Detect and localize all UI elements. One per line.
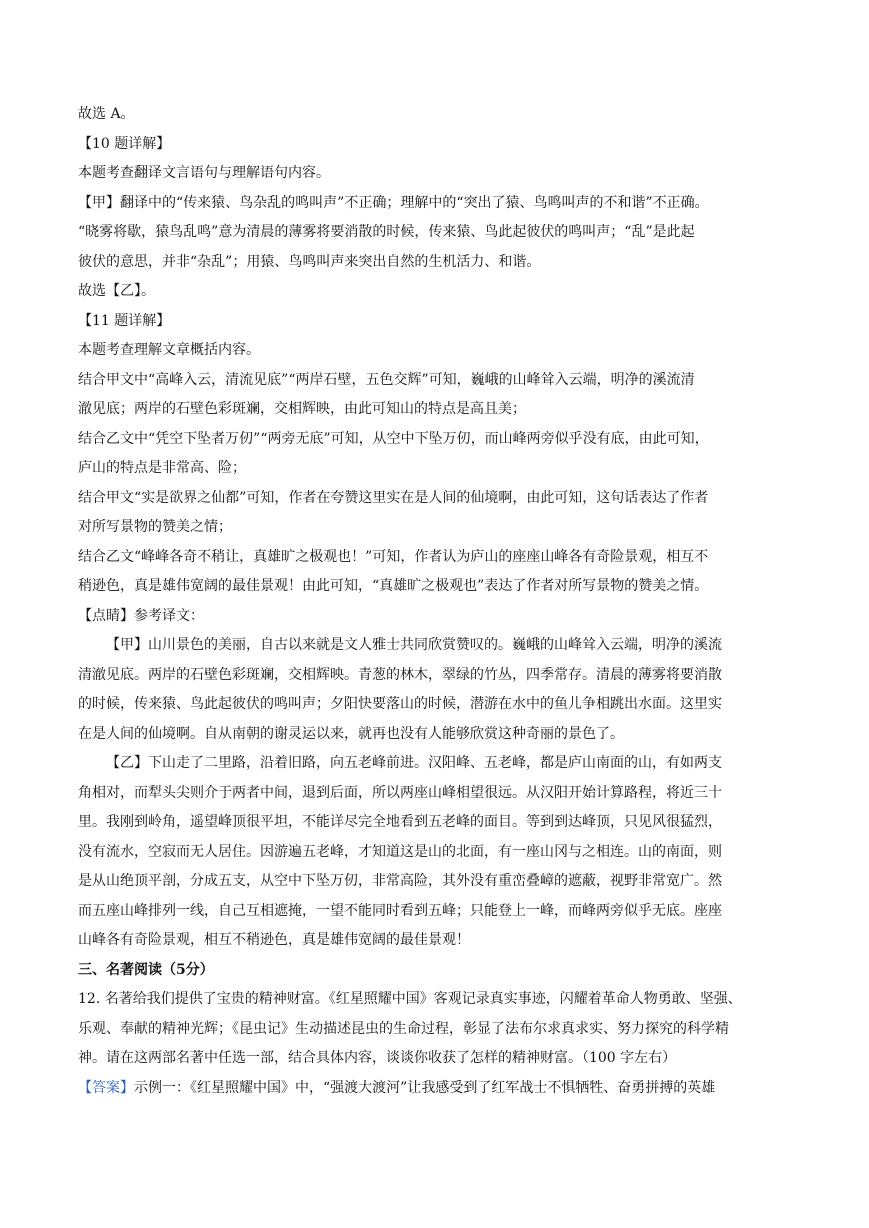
paragraph-line: 【甲】翻译中的“传来猿、鸟杂乱的鸣叫声”不正确；理解中的“突出了猿、鸟鸣叫声的不和谐”不正确。	[78, 194, 709, 211]
translation-line: 山峰各有奇险景观，相互不稍逊色，真是雄伟宽阔的最佳景观！	[78, 932, 470, 948]
section-heading: 【11 题详解】	[78, 312, 171, 329]
answer-text: 示例一：《红星照耀中国》中，“强渡大渡河”让我感受到了红军战士不惧牺牲、奋勇拼搏的英雄	[134, 1079, 716, 1096]
translation-line: 【甲】山川景色的美丽，自古以来就是文人雅士共同欣赏赞叹的。巍峨的山峰耸入云端，明净的溪流	[106, 637, 722, 653]
paragraph-line: 结合乙文“峰峰各奇不稍让，真雄旷之极观也！”可知，作者认为庐山的座座山峰各有奇险景观，相互不	[78, 548, 709, 565]
paragraph-line: 本题考查翻译文言语句与理解语句内容。	[78, 165, 330, 181]
section-heading: 【点睛】参考译文：	[78, 607, 204, 624]
part-heading: 三、名著阅读（5分）	[78, 961, 214, 978]
translation-line: 角相对，而犁头尖则介于两者中间，退到后面，所以两座山峰相望很远。从汉阳开始计算路程，将近三十	[78, 784, 722, 801]
translation-line: 清澈见底。两岸的石壁色彩斑斓，交相辉映。青葱的林木，翠绿的竹丛，四季常存。清晨的薄雾将要消散	[78, 666, 722, 683]
paragraph-line: 结合甲文中“高峰入云，清流见底”“两岸石壁，五色交辉”可知，巍峨的山峰耸入云端，明净的溪流清	[78, 371, 695, 388]
answer-line	[78, 1074, 794, 1104]
paragraph-line: 彼伏的意思，并非“杂乱”；用猿、鸟鸣叫声来突出自然的生机活力、和谐。	[78, 253, 541, 270]
translation-line: 【乙】下山走了二里路，沿着旧路，向五老峰前进。汉阳峰、五老峰，都是庐山南面的山，有如两支	[106, 755, 722, 771]
translation-line: 在是人间的仙境啊。自从南朝的谢灵运以来，就再也没有人能够欣赏这种奇丽的景色了。	[78, 725, 624, 742]
section-heading: 【10 题详解】	[78, 135, 171, 152]
document-body	[78, 100, 794, 1103]
paragraph-line: 对所写景物的赞美之情；	[78, 519, 232, 535]
paragraph-line: 澈见底；两岸的石壁色彩斑斓，交相辉映，由此可知山的特点是高且美；	[78, 401, 526, 417]
paragraph-line: “晓雾将歇，猿鸟乱鸣”意为清晨的薄雾将要消散的时候，传来猿、鸟此起彼伏的鸣叫声；“乱”是此起	[78, 224, 695, 240]
paragraph-line: 本题考查理解文章概括内容。	[78, 342, 260, 358]
paragraph-line: 稍逊色，真是雄伟宽阔的最佳景观！由此可知，“真雄旷之极观也”表达了作者对所写景物的赞美之情。	[78, 578, 709, 594]
paragraph-line: 故选 A。	[78, 106, 135, 122]
paragraph-line: 庐山的特点是非常高、险；	[78, 460, 246, 476]
translation-line: 没有流水，空寂而无人居住。因游遍五老峰，才知道这是山的北面，有一座山冈与之相连。山的南面，则	[78, 843, 722, 860]
question-line: 12. 名著给我们提供了宝贵的精神财富。《红星照耀中国》客观记录真实事迹，闪耀着革命人物勇敢、坚强、	[78, 991, 742, 1007]
translation-line: 是从山绝顶平剖，分成五支，从空中下坠万仞，非常高险，其外没有重峦叠嶂的遮蔽，视野非常宽广。然	[78, 873, 722, 889]
paragraph-line: 结合甲文“实是欲界之仙都”可知，作者在夸赞这里实在是人间的仙境啊，由此可知，这句话表达了作者	[78, 489, 709, 506]
paragraph-line: 故选【乙】。	[78, 283, 155, 299]
translation-line: 里。我刚到岭角，遥望峰顶很平坦，不能详尽完全地看到五老峰的面目。等到到达峰顶，只见风很猛烈，	[78, 814, 722, 830]
question-line: 神。请在这两部名著中任选一部，结合具体内容，谈谈你收获了怎样的精神财富。（100 字左右）	[78, 1050, 677, 1066]
translation-line: 而五座山峰排列一线，自己互相遮掩，一望不能同时看到五峰；只能登上一峰，而峰两旁似乎无底。座座	[78, 902, 722, 919]
translation-line: 的时候，传来猿、鸟此起彼伏的鸣叫声；夕阳快要落山的时候，潜游在水中的鱼儿争相跳出水面。这里实	[78, 696, 722, 712]
paragraph-line: 结合乙文中“凭空下坠者万仞”“两旁无底”可知，从空中下坠万仞，而山峰两旁似乎没有底，由此可知，	[78, 430, 709, 447]
answer-tag: 【答案】	[78, 1079, 134, 1096]
question-line: 乐观、奉献的精神光辉；《昆虫记》生动描述昆虫的生命过程，彰显了法布尔求真求实、努力探究的科学精	[78, 1020, 729, 1037]
